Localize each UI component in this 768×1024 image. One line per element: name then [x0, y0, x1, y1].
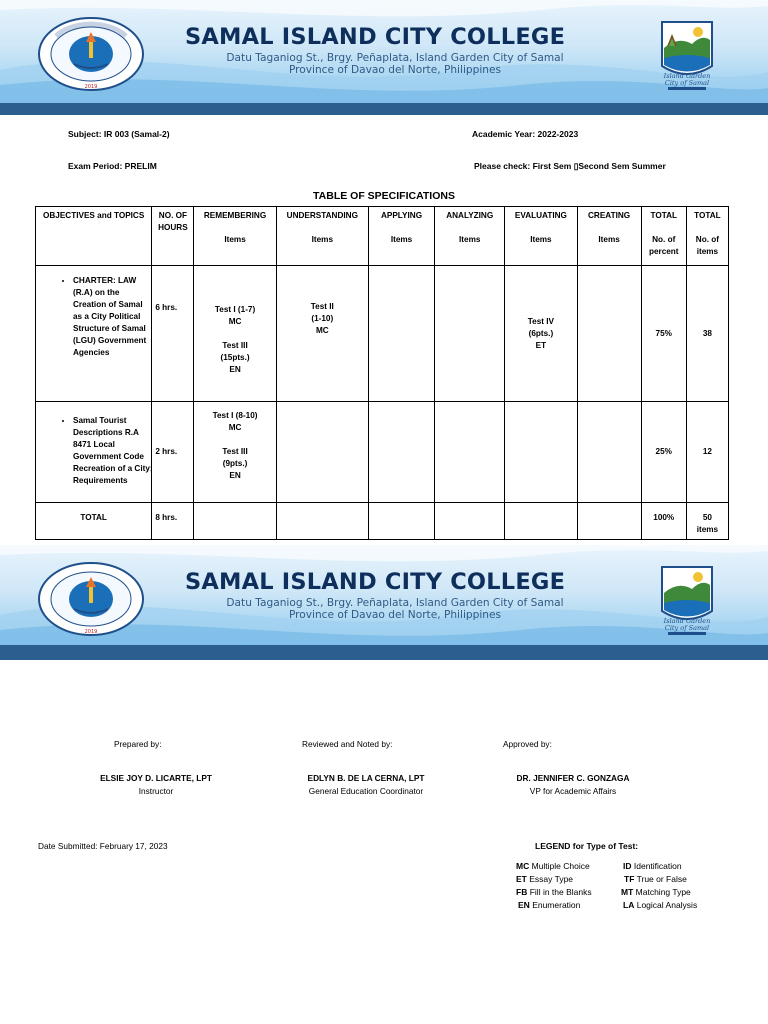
remembering-cell: Test I (8-10) MC Test III (9pts.) EN: [194, 402, 276, 503]
items-cell: 38: [686, 266, 728, 402]
banner-bar: [0, 103, 768, 115]
header-banner: [0, 0, 768, 115]
applying-cell: [368, 266, 434, 402]
empty-cell: [435, 503, 505, 540]
legend-item: MT Matching Type: [621, 887, 691, 897]
total-percent: 100%: [641, 503, 686, 540]
legend-item: ET Essay Type: [516, 874, 574, 884]
empty-cell: [505, 503, 577, 540]
svg-text:City of Samal: City of Samal: [664, 79, 710, 87]
legend-item: TF True or False: [624, 874, 687, 884]
college-name: SAMAL ISLAND CITY COLLEGE: [185, 24, 566, 50]
header-applying: APPLYING Items: [368, 207, 434, 266]
header-objectives: OBJECTIVES and TOPICS: [36, 207, 152, 266]
legend-item: EN Enumeration: [518, 900, 581, 910]
prepared-name: ELSIE JOY D. LICARTE, LPT: [100, 773, 212, 783]
total-label: TOTAL: [36, 503, 152, 540]
table-header-row: [36, 207, 729, 266]
creating-cell: [577, 266, 641, 402]
empty-cell: [577, 503, 641, 540]
banner-bar: [0, 645, 768, 660]
legend-title: LEGEND for Type of Test:: [535, 841, 639, 851]
address-line-2: Province of Davao del Norte, Philippines: [288, 64, 502, 76]
college-seal-icon: [36, 559, 146, 639]
analyzing-cell: [435, 402, 505, 503]
evaluating-cell: Test IV (6pts.) ET: [505, 266, 577, 402]
legend-item: MC Multiple Choice: [516, 861, 590, 871]
address-line-2: Province of Davao del Norte, Philippines: [288, 609, 502, 621]
header-creating: CREATING Items: [577, 207, 641, 266]
hours-cell: 2 hrs.: [152, 402, 194, 503]
svg-text:Island Garden: Island Garden: [663, 72, 711, 80]
svg-text:2019: 2019: [84, 629, 98, 635]
reviewed-title: General Education Coordinator: [308, 786, 424, 796]
approved-by-label: Approved by:: [503, 739, 552, 749]
evaluating-cell: [505, 402, 577, 503]
svg-text:Island Garden: Island Garden: [663, 617, 711, 625]
empty-cell: [368, 503, 434, 540]
header-banner-repeat: [0, 545, 768, 660]
table-row: [36, 402, 729, 503]
header-analyzing: ANALYZING Items: [435, 207, 505, 266]
hours-cell: 6 hrs.: [152, 266, 194, 402]
college-name: SAMAL ISLAND CITY COLLEGE: [185, 569, 566, 595]
svg-text:2019: 2019: [84, 84, 98, 90]
address-line-1: Datu Taganiog St., Brgy. Peñaplata, Island Garden City of Samal: [226, 597, 564, 609]
table-title: TABLE OF SPECIFICATIONS: [313, 190, 455, 202]
topic-cell: • Samal Tourist Descriptions R.A 8471 Local Government Code Recreation of a City; Requirements: [36, 402, 152, 503]
semester-check-label: Please check: First Sem ▯Second Sem Summer: [474, 161, 666, 171]
prepared-title: Instructor: [138, 786, 174, 796]
header-total-percent: TOTAL No. of percent: [641, 207, 686, 266]
exam-period-label: Exam Period: PRELIM: [68, 161, 157, 171]
approved-name: DR. JENNIFER C. GONZAGA: [516, 773, 630, 783]
table-row: [36, 266, 729, 402]
subject-label: Subject: IR 003 (Samal-2): [68, 129, 170, 139]
address-line-1: Datu Taganiog St., Brgy. Peñaplata, Island Garden City of Samal: [226, 52, 564, 64]
total-hours: 8 hrs.: [152, 503, 194, 540]
svg-text:City of Samal: City of Samal: [664, 624, 710, 632]
college-seal-icon: [36, 14, 146, 94]
island-garden-logo-icon: [658, 563, 716, 637]
topic-cell: • CHARTER: LAW (R.A) on the Creation of Samal as a City Political Structure of Samal (LGU) Government Agencies: [36, 266, 152, 402]
empty-cell: [276, 503, 368, 540]
header-remembering: REMEMBERING Items: [194, 207, 276, 266]
items-cell: 12: [686, 402, 728, 503]
specifications-table: [35, 206, 729, 540]
date-submitted: Date Submitted: February 17, 2023: [38, 841, 168, 851]
creating-cell: [577, 402, 641, 503]
prepared-by-label: Prepared by:: [114, 739, 162, 749]
percent-cell: 25%: [641, 402, 686, 503]
header-understanding: UNDERSTANDING Items: [276, 207, 368, 266]
understanding-cell: Test II (1-10) MC: [276, 266, 368, 402]
understanding-cell: [276, 402, 368, 503]
applying-cell: [368, 402, 434, 503]
legend-item: ID Identification: [623, 861, 682, 871]
header-total-items: TOTAL No. of items: [686, 207, 728, 266]
remembering-cell: Test I (1-7) MC Test III (15pts.) EN: [194, 266, 276, 402]
header-evaluating: EVALUATING Items: [505, 207, 577, 266]
legend-item: LA Logical Analysis: [623, 900, 698, 910]
total-items: 50 items: [686, 503, 728, 540]
empty-cell: [194, 503, 276, 540]
analyzing-cell: [435, 266, 505, 402]
approved-title: VP for Academic Affairs: [529, 786, 617, 796]
percent-cell: 75%: [641, 266, 686, 402]
legend-item: FB Fill in the Blanks: [516, 887, 592, 897]
academic-year-label: Academic Year: 2022-2023: [472, 129, 579, 139]
total-row: [36, 503, 729, 540]
header-hours: NO. OF HOURS: [152, 207, 194, 266]
reviewed-by-label: Reviewed and Noted by:: [302, 739, 393, 749]
island-garden-logo-icon: [658, 18, 716, 92]
reviewed-name: EDLYN B. DE LA CERNA, LPT: [307, 773, 425, 783]
